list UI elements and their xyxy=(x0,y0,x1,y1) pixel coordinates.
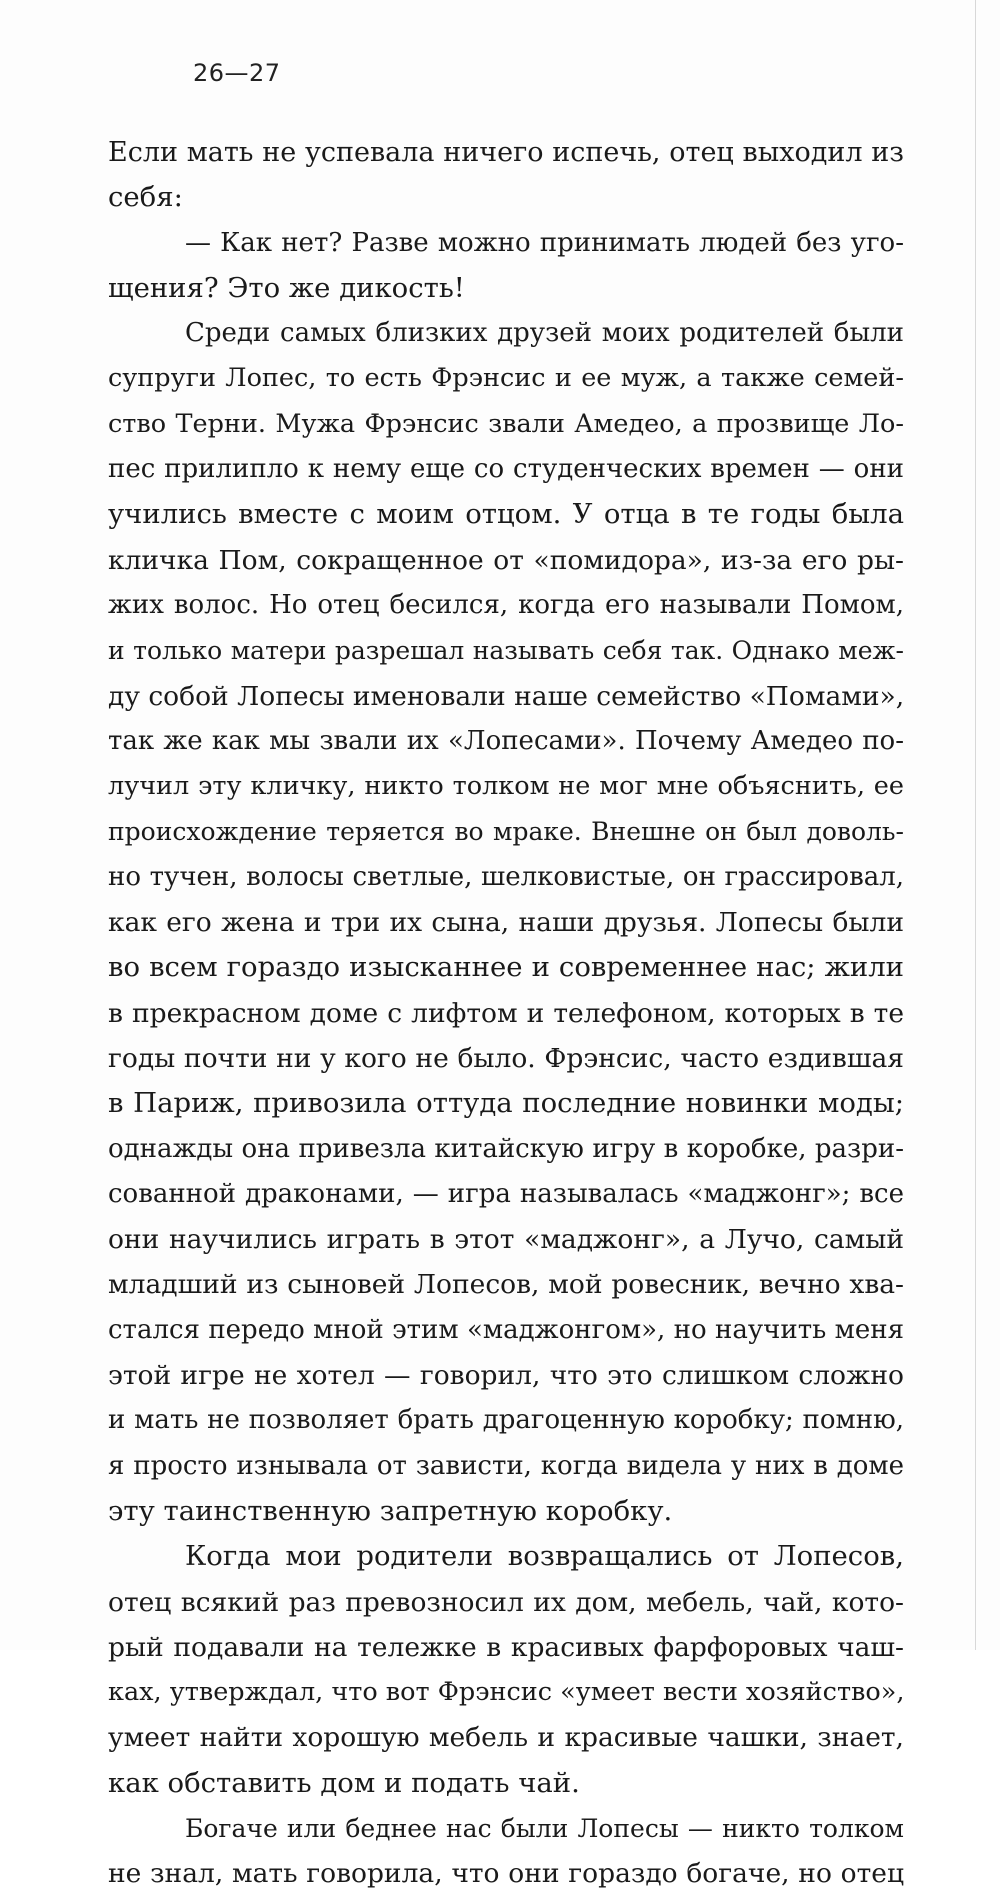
text-line: Среди самых близких друзей моих родителей были xyxy=(185,318,904,349)
text-line: Когда мои родители возвращались от Лопесов, xyxy=(185,1540,904,1573)
text-line: себя: xyxy=(108,181,183,214)
text-line: и только матери разрешал называть себя так. Однако меж- xyxy=(108,636,904,666)
text-line: в прекрасном доме с лифтом и телефоном, которых в те xyxy=(108,997,904,1029)
text-line: сованной драконами, — игра называлась «маджонг»; все xyxy=(108,1178,904,1209)
text-line: как его жена и три их сына, наши друзья. Лопесы были xyxy=(108,907,904,939)
text-line: кличка Пом, сокращенное от «помидора», из-за его ры- xyxy=(108,544,904,576)
text-line: эту таинственную запретную коробку. xyxy=(108,1494,673,1527)
text-line: происхождение теряется во мраке. Внешне он был доволь- xyxy=(108,817,904,847)
text-line: супруги Лопес, то есть Фрэнсис и ее муж, а также семей- xyxy=(108,363,904,394)
text-line: как обставить дом и подать чай. xyxy=(108,1766,580,1799)
text-line: ду собой Лопесы именовали наше семейство «Помами», xyxy=(108,680,904,712)
text-line: отец всякий раз превозносил их дом, мебель, чай, кото- xyxy=(108,1586,904,1618)
text-line: во всем гораздо изысканнее и современнее нас; жили xyxy=(108,951,904,984)
text-line: щения? Это же дикость! xyxy=(108,271,465,304)
page-edge-divider xyxy=(975,0,976,1650)
text-line: так же как мы звали их «Лопесами». Почему Амедео по- xyxy=(108,725,904,756)
text-line: пес прилипло к нему еще со студенческих времен — они xyxy=(108,454,904,485)
text-line: они научились играть в этот «маджонг», а Лучо, самый xyxy=(108,1224,904,1256)
text-line: рый подавали на тележке в красивых фарфоровых чаш- xyxy=(108,1631,904,1663)
body-text xyxy=(108,130,904,1897)
text-line: Богаче или беднее нас были Лопесы — никто толком xyxy=(185,1813,904,1843)
text-line: этой игре не хотел — говорил, что это слишком сложно xyxy=(108,1360,904,1392)
text-line: в Париж, привозила оттуда последние новинки моды; xyxy=(108,1087,904,1120)
text-line: умеет найти хорошую мебель и красивые чашки, знает, xyxy=(108,1722,904,1754)
text-line: ках, утверждал, что вот Фрэнсис «умеет вести хозяйство», xyxy=(108,1677,904,1708)
text-line: но тучен, волосы светлые, шелковистые, он грассировал, xyxy=(108,861,904,892)
text-line: младший из сыновей Лопесов, мой ровесник, вечно хва- xyxy=(108,1269,904,1301)
text-line: и мать не позволяет брать драгоценную коробку; помню, xyxy=(108,1405,904,1436)
text-line: я просто изнывала от зависти, когда видела у них в доме xyxy=(108,1450,904,1481)
text-line: однажды она привезла китайскую игру в коробке, разри- xyxy=(108,1133,904,1164)
text-line: годы почти ни у кого не было. Фрэнсис, часто ездившая xyxy=(108,1042,904,1074)
page-number: 26—27 xyxy=(193,59,281,87)
text-line: ство Терни. Мужа Фрэнсис звали Амедео, а прозвище Ло- xyxy=(108,408,904,439)
text-line: не знал, мать говорила, что они гораздо богаче, но отец xyxy=(108,1858,904,1890)
text-line: учились вместе с моим отцом. У отца в те годы была xyxy=(108,498,904,531)
text-line: лучил эту кличку, никто толком не мог мне объяснить, ее xyxy=(108,771,904,802)
text-line: — Как нет? Разве можно принимать людей без уго- xyxy=(185,227,904,258)
text-line: жих волос. Но отец бесился, когда его называли Помом, xyxy=(108,589,904,620)
text-line: стался передо мной этим «маджонгом», но научить меня xyxy=(108,1314,904,1345)
text-line: Если мать не успевала ничего испечь, отец выходил из xyxy=(108,137,904,168)
